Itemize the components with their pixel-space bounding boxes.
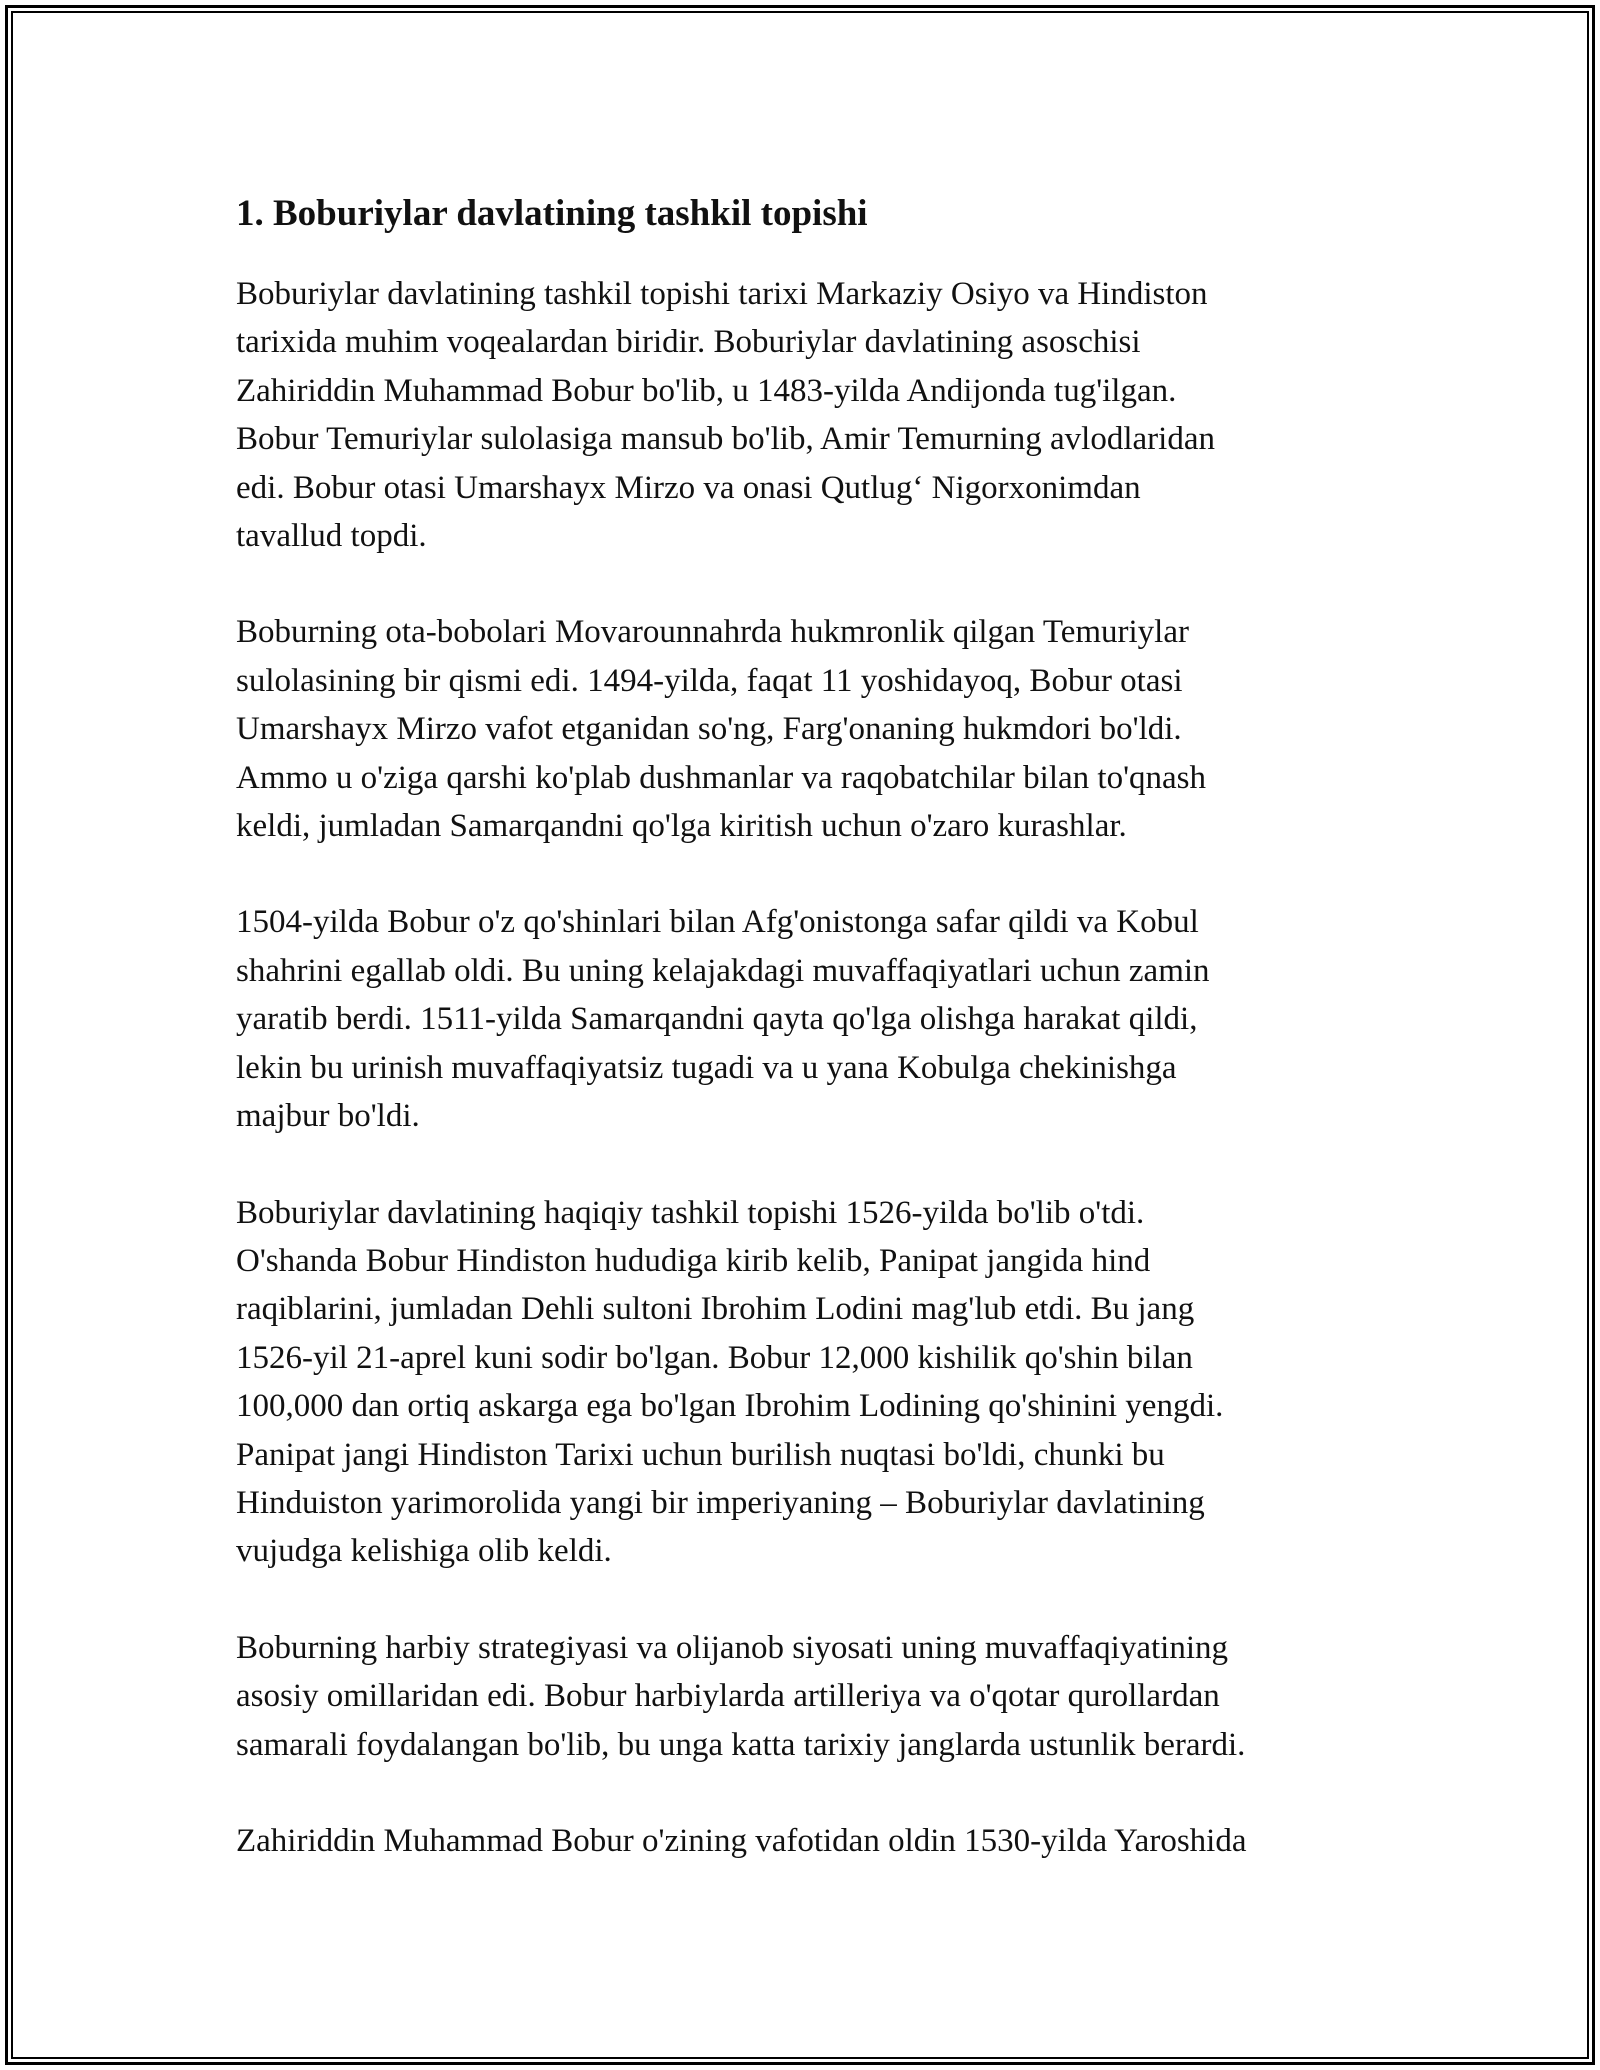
- document-body: [236, 186, 1386, 1913]
- paragraph-2: Boburning ota-bobolari Movarounnahrda hukmronlik qilgan Temuriylar sulolasining bir qismi edi. 1494-yilda, faqat 11 yoshidayoq, Bobur otasi Umarshayx Mirzo vafot etganidan so'ng, Farg'onaning hukmdori bo'ldi. Ammo u o'ziga qarshi ko'plab dushmanlar va raqobatchilar bilan to'qnash keldi, jumladan Samarqandni qo'lga kiritish uchun o'zaro kurashlar.: [236, 614, 1207, 845]
- paragraph-5: Boburning harbiy strategiyasi va olijanob siyosati uning muvaffaqiyatining asosiy omillaridan edi. Bobur harbiylarda artilleriya va o'qotar qurollardan samarali foydalangan bo'lib, bu unga katta tarixiy janglarda ustunlik berardi.: [236, 1629, 1246, 1763]
- section-heading: 1. Boburiylar davlatining tashkil topishi: [236, 193, 868, 234]
- paragraph-3: 1504-yilda Bobur o'z qo'shinlari bilan Afg'onistonga safar qildi va Kobul shahrini egallab oldi. Bu uning kelajakdagi muvaffaqiyatlari uchun zamin yaratib berdi. 1511-yilda Samarqandni qayta qo'lga olishga harakat qildi, lekin bu urinish muvaffaqiyatsiz tugadi va u yana Kobulga chekinishga majbur bo'ldi.: [236, 904, 1210, 1135]
- paragraph-4: Boburiylar davlatining haqiqiy tashkil topishi 1526-yilda bo'lib o'tdi. O'shanda Bobur Hindiston hududiga kirib kelib, Panipat jangida hind raqiblarini, jumladan Dehli sultoni Ibrohim Lodini mag'lub etdi. Bu jang 1526-yil 21-aprel kuni sodir bo'lgan. Bobur 12,000 kishilik qo'shin bilan 100,000 dan ortiq askarga ega bo'lgan Ibrohim Lodining qo'shinini yengdi. Panipat jangi Hindiston Tarixi uchun burilish nuqtasi bo'ldi, chunki bu Hinduiston yarimorolida yangi bir imperiyaning – Boburiylar davlatining vujudga kelishiga olib keldi.: [236, 1194, 1224, 1570]
- paragraph-6: Zahiriddin Muhammad Bobur o'zining vafotidan oldin 1530-yilda Yaroshida: [236, 1822, 1247, 1859]
- paragraph-1: Boburiylar davlatining tashkil topishi tarixi Markaziy Osiyo va Hindiston tarixida muhim voqealardan biridir. Boburiylar davlatining asoschisi Zahiriddin Muhammad Bobur bo'lib, u 1483-yilda Andijonda tug'ilgan. Bobur Temuriylar sulolasiga mansub bo'lib, Amir Temurning avlodlaridan edi. Bobur otasi Umarshayx Mirzo va onasi Qutlug‘ Nigorxonimdan tavallud topdi.: [236, 276, 1215, 555]
